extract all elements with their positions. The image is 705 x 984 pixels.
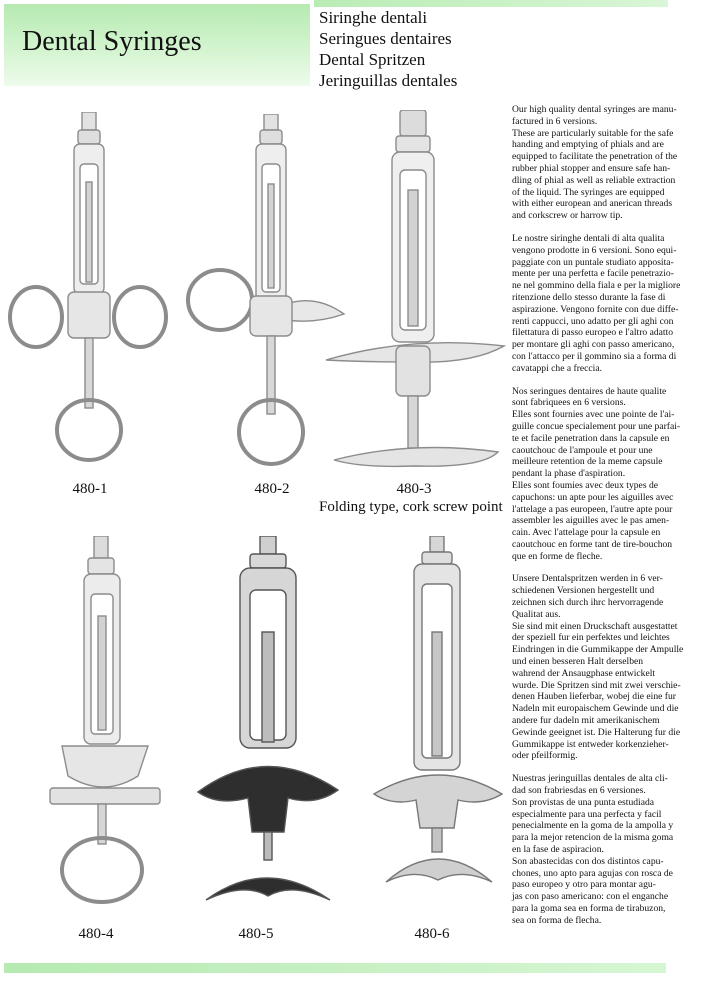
syringe-480-4-image [48,536,163,906]
page-title: Dental Syringes [22,26,202,57]
header-banner [4,4,310,86]
subtitle-german: Dental Spritzen [319,50,426,69]
subtitle-italian: Siringhe dentali [319,8,428,27]
code-480-1: 480-1 [72,481,108,497]
syringe-480-6-image [372,536,504,886]
code-480-3: 480-3 [396,481,432,497]
code-480-2: 480-2 [254,481,290,497]
description-english: Our high quality dental syringes are manu- factured in 6 versions. These are particularly suitable for the safe handing and emptying of phials and are equipped to facilitate the penetration of the rubber phial stopper and ensure safe han- dling of phial as well as reliable extraction of the liquid. The syringes are equipped with either european and anerican threads and corkscrew or harrow tip. [512,104,678,222]
code-480-4: 480-4 [78,926,114,942]
subtitle-spanish: Jeringuillas dentales [319,71,458,90]
description-german: Unsere Dentalspritzen werden in 6 ver- schiedenen Versionen hergestellt und zeichnen sich durch ihrc hervorragende Qualitat aus. Sie sind mit einen Druckschaft ausgestattet der speziell fur ein perfektes und leichtes Eindringen in die Gummikappe der Ampulle und einen besseren Halt derselben wahrend der Ansaugphase entwickelt wurde. Die Spritzen sind mit zwei verschie- denen Hauben lieferbar, wobej die eine fur Nadeln mit europaischem Gewinde und die andere fur dadeln mit amerikanischem Gewinde geeignet ist. Die Halterung fur die Gummikappe ist entweder korkenzieher- oder pfeilformig. [512,573,684,762]
description-french: Nos seringues dentaires de haute qualite sont fabriquees en 6 versions. Elles sont fournies avec une pointe de l'ai- guille concue specialement pour une parfai- te et facile penetration dans la capsule en caoutchouc de l'ampoule et pour une meilleure retention de la meme capsule pendant la phase d'aspiration. Elles sont foumies avec deux types de capuchons: un apte pour les aiguilles avec l'attelage a pas europeen, l'autre apte pour assembler les aiguilles avec le pas amen- cain. Avec l'attelage pour la capsule en caoutchouc en forme tant de tire-bouchon que en forme de fleche. [512,385,681,562]
syringe-480-5-image [196,536,341,916]
product-description [512,104,692,938]
syringe-480-1-image [8,112,168,462]
bottom-accent-bar [4,963,666,973]
syringe-480-3-image [322,110,507,475]
description-spanish: Nuestras jeringuillas dentales de alta cli- dad son frabriesdas en 6 versiones. Son provistas de una punta estudiada especialmente para una perfecta y facil penecialmente en la goma de la ampolla y para la mejor retencion de la misma goma en la fase de aspiracion. Son abastecidas con dos distintos capu- chones, uno apto para agujas con rosca de paso europeo y otro para montar agu- jas con paso americano: con el enganche para la goma sea en forma de tirabuzon, sea on forma de flecha. [512,773,674,926]
title-translations [319,7,457,91]
subtitle-french: Seringues dentaires [319,29,452,48]
code-480-5: 480-5 [238,926,274,942]
note-480-3: Folding type, cork screw point [319,499,503,515]
top-accent-bar [314,0,668,7]
code-480-6: 480-6 [414,926,450,942]
description-italian: Le nostre siringhe dentali di alta qualita vengono prodotte in 6 versioni. Sono equi- paggiate con un puntale studiato apposita- mente per una perfetta e facile penetrazio- ne nel gommino della fiala e per la migliore ritenzione dello stesso durante la fase di aspirazione. Vengono fornite con due diffe- renti cappucci, uno adatto per gli aghi con filettatura di passo europeo e l'altro adatto per montare gli aghi con passo americano, con l'attacco per il gommino sia a forma di cavatappi che a freccia. [512,232,681,374]
